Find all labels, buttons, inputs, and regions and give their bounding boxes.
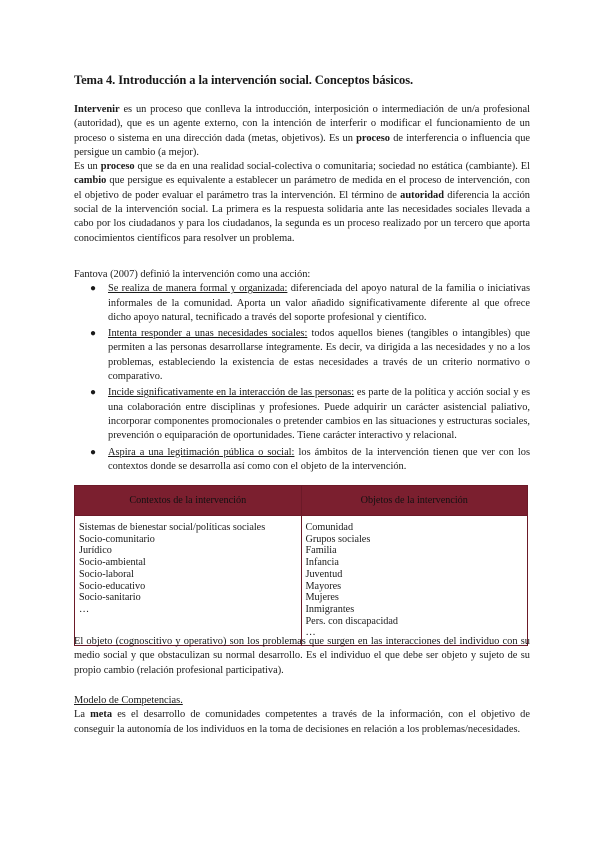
bullet-icon: ●: [90, 387, 97, 399]
intro-paragraph-2: [74, 160, 530, 246]
list-item: [74, 282, 530, 325]
bullet-icon: ●: [90, 446, 97, 458]
intro-text: es un proceso que conlleva la introducción, interposición o intermediación de un/a profesional (autoridad), que es un agente externo, con la intención de interferir o modificar el funcionamiento de un proceso o sistema en una dirección dada (metas, objetivos). Es un: [74, 104, 530, 144]
model-text: La: [74, 709, 91, 721]
bullet-heading: Aspira a una legitimación pública o social:: [108, 446, 295, 458]
fantova-bullet-list: [74, 282, 530, 474]
intro-text: de interferencia o influencia que persigue un cambio (a mejor).: [74, 132, 531, 158]
fantova-section: [74, 268, 530, 476]
intro-paragraph-1: [74, 103, 530, 160]
model-section: [74, 694, 530, 737]
interventions-table: [74, 485, 528, 646]
list-item: [74, 446, 530, 475]
object-item: Mujeres: [305, 592, 339, 604]
page-title: Tema 4. Introducción a la intervención social. Conceptos básicos.: [74, 73, 413, 87]
term-meta: meta: [90, 709, 113, 721]
term-autoridad: autoridad: [400, 189, 445, 201]
intro-text: que persigue es equivalente a establecer un parámetro de medida en el proceso de intervención, con el objetivo de poder evaluar el parámetro tras la intervención. El término de: [74, 175, 530, 201]
bullet-text: es parte de la política y acción social y es una colaboración entre disciplinas y profesiones. Puede adquirir un carácter asistencial paliativo, incorporar componentes promocionales o pretender cambios en las situaciones y estructuras sociales, prevención o equiparación de oportunidades. Tiene carácter interactivo y relacional.: [108, 387, 530, 442]
term-proceso: proceso: [356, 132, 390, 144]
bullet-text: los ámbitos de la intervención tienen que ver con los contextos donde se desarrolla así como con el objeto de la intervención.: [108, 446, 530, 472]
objects-header: Objetos de la intervención: [301, 486, 528, 516]
objects-cell: [301, 516, 528, 646]
bullet-heading: Se realiza de manera formal y organizada:: [108, 283, 288, 295]
list-item: [74, 386, 530, 443]
context-item: Socio-sanitario: [79, 592, 141, 604]
term-intervenir: Intervenir: [74, 104, 120, 115]
context-item: …: [79, 603, 90, 615]
contexts-cell: [75, 516, 302, 646]
bullet-text: todos aquellos bienes (tangibles o intangibles) que permiten a las personas desarrollarse íntegramente. Es decir, va dirigida a las necesidades y no a los problemas, estableciendo la existencia de estas necesidades a través de un criterio normativo o comparativo.: [108, 328, 530, 383]
object-item: Familia: [305, 545, 337, 557]
intro-text: que se da en una realidad social-colectiva o comunitaria; sociedad no estática (cambiante). El: [134, 161, 530, 173]
intro-section: [74, 103, 530, 246]
object-item: Comunidad: [305, 522, 354, 533]
list-item: [74, 327, 530, 384]
bullet-text: diferenciada del apoyo natural de la familia o iniciativas informales de la comunidad. Aporta un valor añadido significativamente diferente al que ofrece dicho apoyo natural, tecnificado a través del soporte profesional y científico.: [108, 283, 530, 323]
model-paragraph: [74, 708, 530, 737]
term-cambio: cambio: [74, 175, 107, 187]
context-item: Sistemas de bienestar social/políticas sociales: [79, 522, 266, 533]
table-header-row: [75, 486, 528, 516]
context-item: Jurídico: [79, 545, 112, 557]
object-item: Pers. con discapacidad: [305, 615, 399, 627]
bullet-heading: Incide significativamente en la interacción de las personas:: [108, 387, 355, 399]
term-proceso: proceso: [100, 161, 135, 173]
context-item: Socio-ambiental: [79, 557, 146, 569]
object-item: Inmigrantes: [305, 603, 355, 615]
object-paragraph: El objeto (cognoscitivo y operativo) son los problemas que surgen en las interacciones del individuo con su medio social y que obstaculizan su normal desarrollo. Es el individuo el que debe ser objeto y sujeto de su propio cambio (relación profesional participativa).: [74, 636, 530, 676]
bullet-icon: ●: [90, 283, 97, 295]
object-item: …: [305, 627, 316, 639]
table-row: [75, 516, 528, 646]
context-item: Socio-comunitario: [79, 533, 155, 545]
object-item: Mayores: [305, 580, 342, 592]
object-item: Juventud: [305, 568, 343, 580]
contexts-header: Contextos de la intervención: [75, 486, 302, 516]
model-heading: Modelo de Competencias.: [74, 695, 183, 706]
context-item: Socio-laboral: [79, 568, 134, 580]
bullet-heading: Intenta responder a unas necesidades sociales:: [108, 328, 308, 340]
object-item: Grupos sociales: [305, 533, 371, 545]
model-text: es el desarrollo de comunidades competentes a través de la información, con el objetivo de conseguir la autonomía de los individuos en la toma de decisiones en relación a los problemas/necesidades.: [74, 709, 530, 735]
intro-text: Es un: [74, 161, 101, 173]
fantova-lead: Fantova (2007) definió la intervención como una acción:: [74, 269, 311, 280]
bullet-icon: ●: [90, 328, 97, 340]
object-item: Infancia: [305, 557, 339, 569]
intro-text: diferencia la acción social de la intervención social. La primera es la respuesta solidaria ante las necesidades sociales llevada a cabo por los ciudadanos y para los ciudadanos, la segunda es un proceso realizado por un tercero que aporta conocimientos científicos para resolver un problema.: [74, 189, 530, 244]
context-item: Socio-educativo: [79, 580, 146, 592]
